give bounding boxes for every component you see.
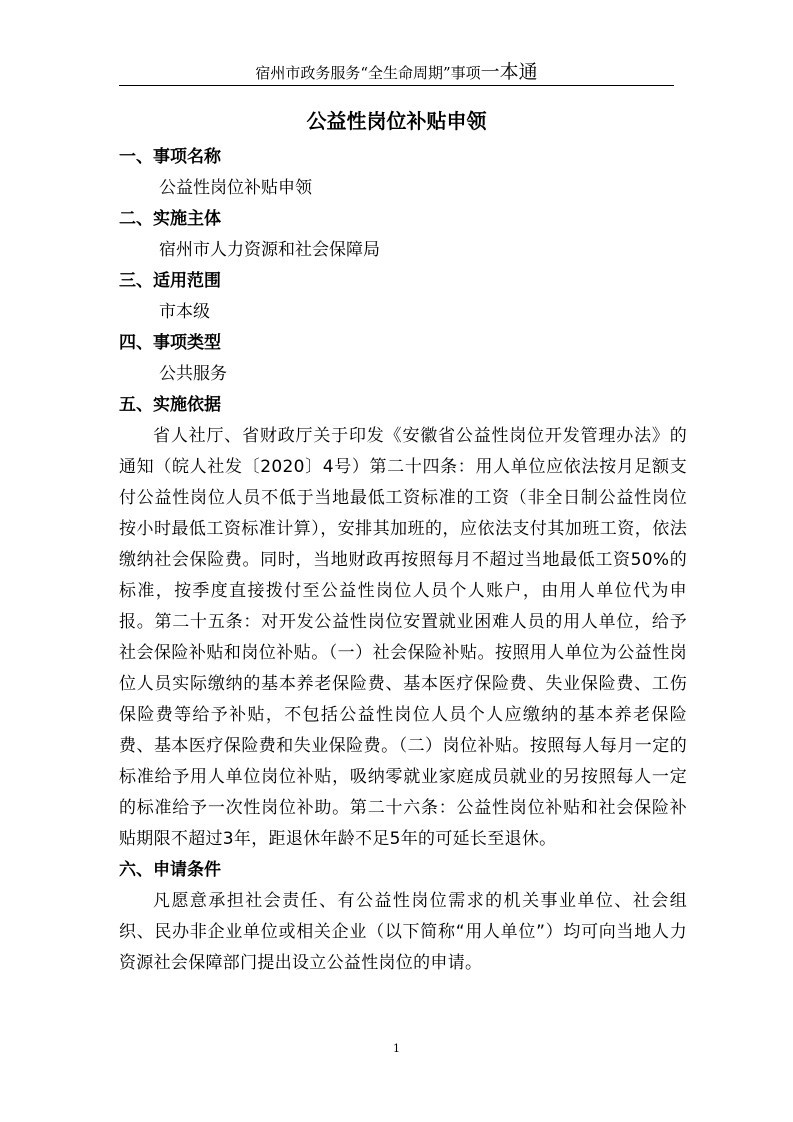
section-implementing-body bbox=[119, 204, 687, 266]
header-brand: 一本通 bbox=[480, 61, 538, 83]
section-heading: 四、事项类型 bbox=[119, 333, 221, 353]
page-header bbox=[0, 62, 793, 83]
section-heading: 五、实施依据 bbox=[119, 395, 221, 415]
section-item-name bbox=[119, 142, 687, 204]
document-body bbox=[119, 142, 687, 979]
page-number: 1 bbox=[393, 1042, 400, 1055]
section-value: 宿州市人力资源和社会保障局 bbox=[159, 240, 380, 260]
document-title: 公益性岗位补贴申领 bbox=[306, 109, 487, 133]
section-value: 市本级 bbox=[159, 302, 210, 322]
header-text: 宿州市政务服务“全生命周期”事项 bbox=[255, 64, 481, 82]
section-paragraph: 省人社厅、省财政厅关于印发《安徽省公益性岗位开发管理办法》的通知（皖人社发〔2020〕4号）第二十四条：用人单位应依法按月足额支付公益性岗位人员不低于当地最低工资标准的工资（非全日制公益性岗位按小时最低工资标准计算），安排其加班的，应依法支付其加班工资，依法缴纳社会保险费。同时，当地财政再按照每月不超过当地最低工资50%的标准，按季度直接拨付至公益性岗位人员个人账户，由用人单位代为申报。第二十五条：对开发公益性岗位安置就业困难人员的用人单位，给予社会保险补贴和岗位补贴。（一）社会保险补贴。按照用人单位为公益性岗位人员实际缴纳的基本养老保险费、基本医疗保险费、失业保险费、工伤保险费等给予补贴，不包括公益性岗位人员个人应缴纳的基本养老保险费、基本医疗保险费和失业保险费。（二）岗位补贴。按照每人每月一定的标准给予用人单位岗位补贴，吸纳零就业家庭成员就业的另按照每人一定的标准给予一次性岗位补助。第二十六条：公益性岗位补贴和社会保险补贴期限不超过3年，距退休年龄不足5年的可延长至退休。 bbox=[119, 426, 687, 849]
section-application-conditions bbox=[119, 855, 687, 979]
section-value: 公益性岗位补贴申领 bbox=[159, 178, 312, 198]
section-legal-basis bbox=[119, 390, 687, 855]
section-heading: 三、适用范围 bbox=[119, 271, 221, 291]
section-heading: 一、事项名称 bbox=[119, 147, 221, 167]
section-paragraph: 凡愿意承担社会责任、有公益性岗位需求的机关事业单位、社会组织、民办非企业单位或相关企业（以下简称“用人单位”）均可向当地人力资源社会保障部门提出设立公益性岗位的申请。 bbox=[119, 891, 687, 973]
section-value: 公共服务 bbox=[159, 364, 227, 384]
section-scope bbox=[119, 266, 687, 328]
section-item-type bbox=[119, 328, 687, 390]
header-rule bbox=[119, 85, 674, 86]
section-heading: 六、申请条件 bbox=[119, 860, 221, 880]
section-heading: 二、实施主体 bbox=[119, 209, 221, 229]
